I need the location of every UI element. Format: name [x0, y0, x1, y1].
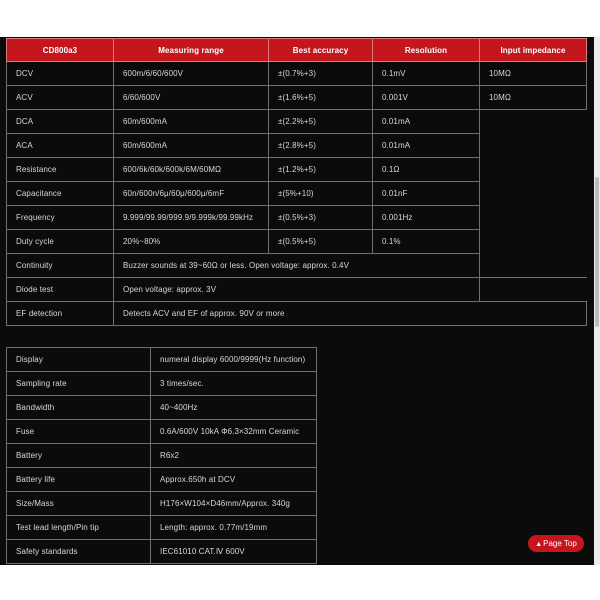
accuracy-cell: ±(1.2%+5)	[269, 158, 373, 182]
resolution-cell: 0.01nF	[373, 182, 480, 206]
table-row	[7, 516, 317, 540]
table-row	[7, 230, 587, 254]
table-row	[7, 158, 587, 182]
content-area	[0, 37, 594, 565]
impedance-cell: 10MΩ	[480, 62, 587, 86]
resolution-cell: 0.1%	[373, 230, 480, 254]
table-row	[7, 206, 587, 230]
spec-label: Safety standards	[7, 540, 151, 564]
table-row	[7, 348, 317, 372]
description-cell: Detects ACV and EF of approx. 90V or more	[114, 302, 587, 326]
accuracy-cell: ±(0.5%+5)	[269, 230, 373, 254]
spec-value: Length: approx. 0.77m/19mm	[151, 516, 317, 540]
spec-table	[6, 38, 587, 326]
spec-value: H176×W104×D46mm/Approx. 340g	[151, 492, 317, 516]
range-cell: 600/6k/60k/600k/6M/60MΩ	[114, 158, 269, 182]
header-resolution: Resolution	[373, 39, 480, 62]
empty-cell	[480, 182, 587, 206]
function-cell: DCV	[7, 62, 114, 86]
function-cell: Continuity	[7, 254, 114, 278]
table-row	[7, 420, 317, 444]
description-cell: Open voltage: approx. 3V	[114, 278, 480, 302]
table-row	[7, 110, 587, 134]
spec-label: Bandwidth	[7, 396, 151, 420]
accuracy-cell: ±(0.5%+3)	[269, 206, 373, 230]
scrollbar-thumb[interactable]	[595, 177, 599, 327]
resolution-cell: 0.001Hz	[373, 206, 480, 230]
table-row	[7, 372, 317, 396]
function-cell: DCA	[7, 110, 114, 134]
range-cell: 6/60/600V	[114, 86, 269, 110]
spec-value: numeral display 6000/9999(Hz function)	[151, 348, 317, 372]
table-row	[7, 444, 317, 468]
description-cell: Buzzer sounds at 39~60Ω or less. Open voltage: approx. 0.4V	[114, 254, 480, 278]
accuracy-cell: ±(1.6%+5)	[269, 86, 373, 110]
function-cell: ACA	[7, 134, 114, 158]
accuracy-cell: ±(0.7%+3)	[269, 62, 373, 86]
range-cell: 20%~80%	[114, 230, 269, 254]
function-cell: Capacitance	[7, 182, 114, 206]
spec-value: 40~400Hz	[151, 396, 317, 420]
spec-value: R6x2	[151, 444, 317, 468]
table-row	[7, 492, 317, 516]
spec-value: 3 times/sec.	[151, 372, 317, 396]
header-model: CD800a3	[7, 39, 114, 62]
accuracy-cell: ±(2.2%+5)	[269, 110, 373, 134]
header-best-accuracy: Best accuracy	[269, 39, 373, 62]
range-cell: 600m/6/60/600V	[114, 62, 269, 86]
table-row	[7, 540, 317, 564]
resolution-cell: 0.1Ω	[373, 158, 480, 182]
resolution-cell: 0.01mA	[373, 134, 480, 158]
range-cell: 9.999/99.99/999.9/9.999k/99.99kHz	[114, 206, 269, 230]
general-spec-table	[6, 347, 317, 564]
empty-cell	[480, 254, 587, 278]
spec-value: Approx.650h at DCV	[151, 468, 317, 492]
triangle-up-icon: ▲	[535, 541, 543, 548]
accuracy-cell: ±(5%+10)	[269, 182, 373, 206]
spec-label: Size/Mass	[7, 492, 151, 516]
empty-cell	[480, 206, 587, 230]
range-cell: 60m/600mA	[114, 134, 269, 158]
table-row	[7, 62, 587, 86]
table-row	[7, 134, 587, 158]
empty-cell	[480, 134, 587, 158]
spec-label: Sampling rate	[7, 372, 151, 396]
page-top-button[interactable]	[528, 535, 584, 552]
function-cell: Diode test	[7, 278, 114, 302]
spec-table-header-row	[7, 39, 587, 62]
spec-label: Fuse	[7, 420, 151, 444]
spec-label: Display	[7, 348, 151, 372]
function-cell: Resistance	[7, 158, 114, 182]
empty-cell	[480, 158, 587, 182]
spec-label: Test lead length/Pin tip	[7, 516, 151, 540]
empty-cell	[480, 110, 587, 134]
function-cell: EF detection	[7, 302, 114, 326]
empty-cell	[480, 230, 587, 254]
table-row	[7, 278, 587, 302]
accuracy-cell: ±(2.8%+5)	[269, 134, 373, 158]
table-row	[7, 254, 587, 278]
vertical-scrollbar[interactable]	[594, 37, 600, 565]
spec-label: Battery life	[7, 468, 151, 492]
page-top-label: Page Top	[543, 539, 577, 548]
resolution-cell: 0.1mV	[373, 62, 480, 86]
function-cell: Frequency	[7, 206, 114, 230]
spec-value: 0.6A/600V 10kA Φ6.3×32mm Ceramic	[151, 420, 317, 444]
empty-cell	[480, 278, 587, 302]
table-row	[7, 468, 317, 492]
resolution-cell: 0.01mA	[373, 110, 480, 134]
table-row	[7, 302, 587, 326]
impedance-cell: 10MΩ	[480, 86, 587, 110]
spec-value: IEC61010 CAT.Ⅳ 600V	[151, 540, 317, 564]
table-row	[7, 396, 317, 420]
table-row	[7, 182, 587, 206]
table-row	[7, 86, 587, 110]
range-cell: 60n/600n/6μ/60μ/600μ/6mF	[114, 182, 269, 206]
function-cell: ACV	[7, 86, 114, 110]
spec-label: Battery	[7, 444, 151, 468]
range-cell: 60m/600mA	[114, 110, 269, 134]
header-input-impedance: Input impedance	[480, 39, 587, 62]
function-cell: Duty cycle	[7, 230, 114, 254]
resolution-cell: 0.001V	[373, 86, 480, 110]
header-measuring-range: Measuring range	[114, 39, 269, 62]
